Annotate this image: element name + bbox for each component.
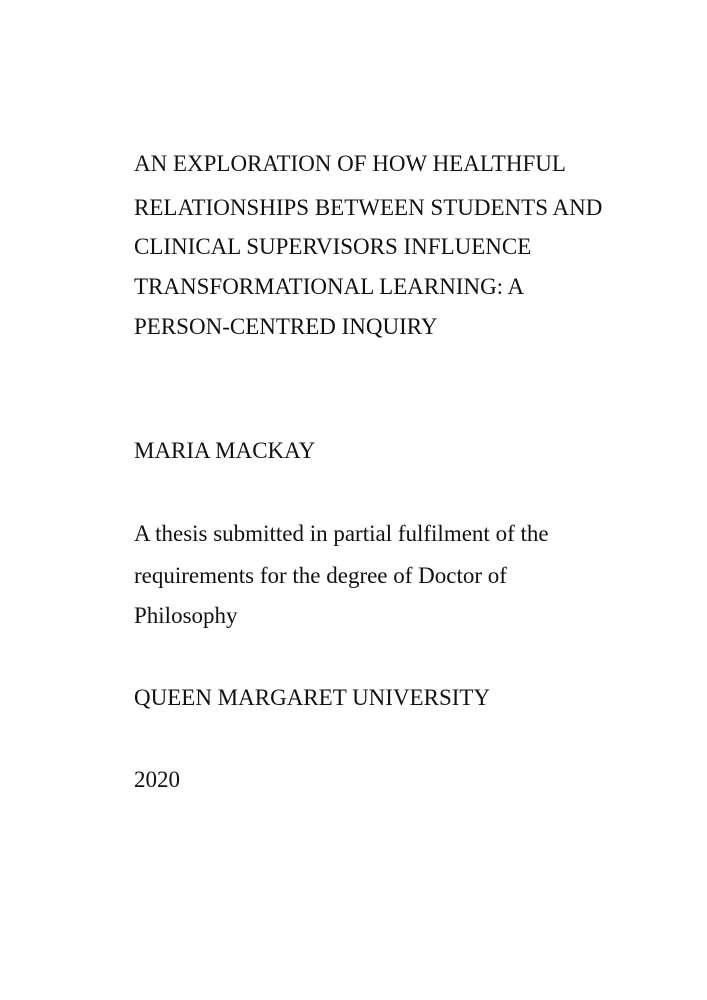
degree-statement-line-3: Philosophy — [134, 603, 238, 628]
submission-year: 2020 — [134, 767, 180, 792]
thesis-title-line-3: CLINICAL SUPERVISORS INFLUENCE — [134, 234, 532, 259]
thesis-title-line-5: PERSON-CENTRED INQUIRY — [134, 314, 438, 339]
degree-statement-line-1: A thesis submitted in partial fulfilment of the — [134, 521, 549, 546]
degree-statement-line-2: requirements for the degree of Doctor of — [134, 563, 507, 588]
institution-name: QUEEN MARGARET UNIVERSITY — [134, 685, 491, 710]
author-name: MARIA MACKAY — [134, 438, 316, 463]
thesis-title-line-2: RELATIONSHIPS BETWEEN STUDENTS AND — [134, 195, 603, 220]
thesis-title-line-4: TRANSFORMATIONAL LEARNING: A — [134, 274, 525, 299]
thesis-title-line-1: AN EXPLORATION OF HOW HEALTHFUL — [134, 151, 566, 176]
